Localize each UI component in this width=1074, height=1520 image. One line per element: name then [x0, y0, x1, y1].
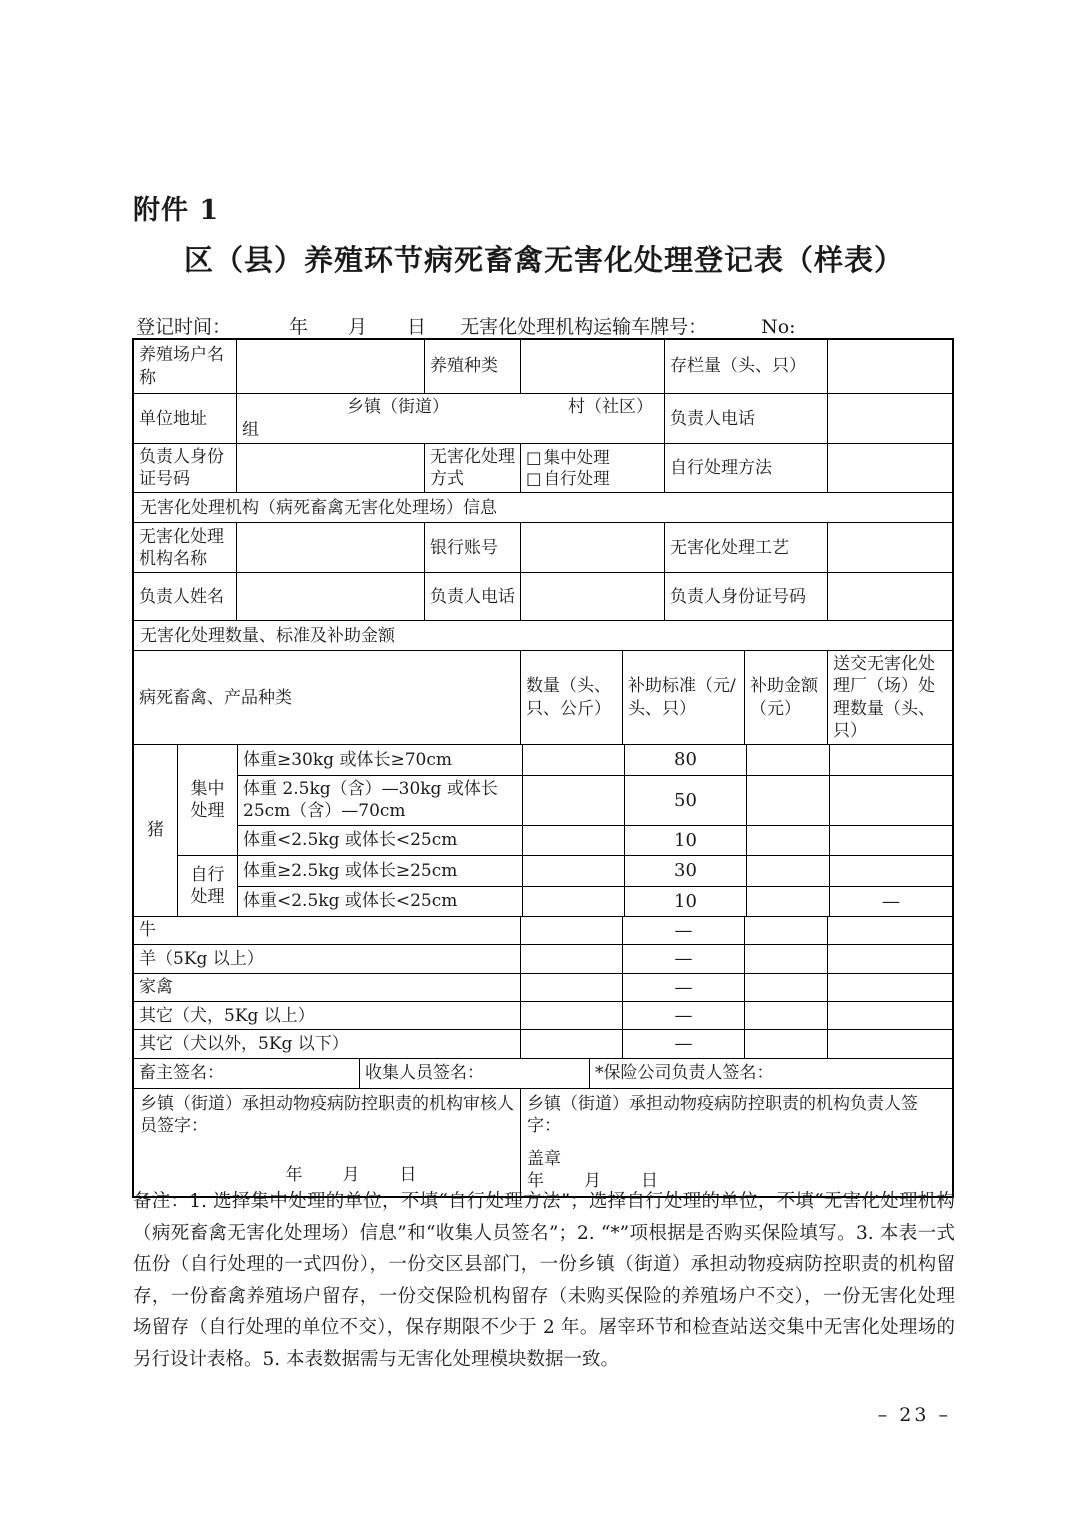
meta-line — [136, 312, 954, 339]
address-label: 单位地址 — [139, 408, 207, 429]
standard-cell: — — [622, 917, 744, 944]
weight-desc: 体重≥2.5kg 或体长≥25cm — [243, 860, 458, 881]
col-delivered: 送交无害化处理厂（场）处理数量（头、只） — [827, 651, 952, 743]
option-centralized-label: 集中处理 — [543, 447, 610, 467]
owner-signature-label: 畜主签名： — [139, 1063, 224, 1084]
section-org-info: 无害化处理机构（病死畜禽无害化处理场）信息 — [134, 492, 952, 522]
page-title: 区（县）养殖环节病死畜禽无害化处理登记表（样表） — [183, 243, 904, 277]
quantity-cell — [522, 856, 624, 886]
stock-quantity-value — [827, 340, 952, 393]
org-leader-phone-value — [520, 573, 664, 620]
delivered-cell: — — [829, 887, 952, 916]
processing-method-options — [520, 444, 664, 492]
animal-label: 其它（犬以外，5Kg 以下） — [139, 1033, 349, 1054]
weight-desc: 体重 2.5kg（含）—30kg 或体长 25cm（含）—70cm — [243, 779, 498, 822]
village-label: 村（社区） — [568, 397, 653, 417]
stock-quantity-label: 存栏量（头、只） — [664, 340, 827, 393]
option-self-label: 自行处理 — [543, 469, 610, 489]
insurance-signature-label: *保险公司负责人签名： — [589, 1059, 952, 1088]
amount-cell — [746, 887, 829, 916]
group-label: 组 — [242, 420, 259, 441]
checkbox-icon: □ — [526, 469, 542, 489]
bank-account-label: 银行账号 — [424, 523, 520, 572]
leader-phone-label: 负责人电话 — [664, 394, 827, 443]
amount-cell — [744, 974, 827, 1001]
quantity-cell — [520, 945, 622, 972]
owner-id-value — [236, 444, 424, 492]
registration-table — [132, 338, 954, 1198]
amount-cell — [746, 745, 829, 775]
org-leader-name-label: 负责人姓名 — [139, 586, 224, 607]
table-row-org-leader — [134, 572, 952, 620]
year-label: 年 — [289, 316, 309, 338]
quantity-cell — [522, 887, 624, 916]
delivered-cell — [827, 917, 952, 944]
table-row-address — [134, 393, 952, 443]
quantity-cell — [522, 776, 624, 825]
bank-account-value — [520, 523, 664, 572]
self-label: 自行处理 — [190, 864, 225, 907]
attachment-label: 附件 1 — [133, 195, 220, 226]
quantity-cell — [522, 745, 624, 775]
form-no-label: No: — [761, 316, 796, 338]
register-time-label: 登记时间： — [136, 316, 232, 338]
vehicle-plate-label: 无害化处理机构运输车牌号： — [460, 316, 708, 338]
standard-cell: — — [622, 1030, 744, 1057]
org-leader-id-value — [827, 573, 952, 620]
delivered-cell — [829, 776, 952, 825]
table-header-row — [134, 650, 952, 743]
delivered-cell — [827, 945, 952, 972]
animal-pig-label: 猪 — [147, 820, 164, 841]
weight-desc: 体重<2.5kg 或体长<25cm — [243, 830, 458, 851]
breed-type-label: 养殖种类 — [424, 340, 520, 393]
pig-block — [134, 744, 952, 916]
col-standard: 补助标准（元/头、只） — [622, 651, 744, 743]
standard-cell: 80 — [624, 745, 746, 775]
amount-cell — [744, 1002, 827, 1029]
leader-signature-text: 乡镇（街道）承担动物疫病防控职责的机构负责人签字： — [527, 1093, 918, 1136]
leader-phone-value — [827, 394, 952, 443]
org-leader-phone-label: 负责人电话 — [424, 573, 520, 620]
delivered-cell — [829, 856, 952, 886]
quantity-cell — [520, 1030, 622, 1057]
day-label: 日 — [407, 316, 427, 338]
org-leader-name-value — [236, 573, 424, 620]
weight-desc: 体重≥30kg 或体长≥70cm — [243, 749, 452, 770]
month-label: 月 — [348, 316, 368, 338]
address-value — [236, 394, 664, 443]
table-row-other-small — [134, 1029, 952, 1057]
col-amount: 补助金额（元） — [744, 651, 827, 743]
seal-label: 盖章 — [527, 1148, 561, 1169]
table-row-other-dog — [134, 1001, 952, 1029]
footnotes: 备注：1. 选择集中处理的单位，不填“自行处理方法”；选择自行处理的单位，不填“无害化处理机构（病死畜禽无害化处理场）信息”和“收集人员签名”；2. “*”项根据是否购买保险填写。3. 本表一式伍份（自行处理的一式四份），一份交区县部门，一份乡镇（街道）承担动物疫病防控职责的机构留存，一份畜禽养殖场户留存，一份交保险机构留存（未购买保险的养殖场户不交），一份无害化处理场留存（自行处理的单位不交），保存期限不少于 2 年。屠宰环节和检查站送交集中无害化处理场的另行设计表格。5. 本表数据需与无害化处理模块数据一致。 — [133, 1191, 955, 1370]
collector-signature-label: 收集人员签名： — [359, 1059, 589, 1088]
col-category: 病死畜禽、产品种类 — [139, 687, 292, 708]
delivered-cell — [829, 745, 952, 775]
amount-cell — [744, 1030, 827, 1057]
breed-type-value — [520, 340, 664, 393]
leader-signature-block — [520, 1089, 952, 1196]
pig-self-group — [178, 855, 952, 916]
org-leader-id-label: 负责人身份证号码 — [664, 573, 827, 620]
standard-cell: 10 — [624, 826, 746, 855]
table-row-cattle — [134, 916, 952, 944]
animal-label: 羊（5Kg 以上） — [139, 948, 264, 969]
animal-label: 牛 — [139, 920, 156, 941]
table-row — [238, 886, 952, 916]
delivered-cell — [827, 974, 952, 1001]
quantity-cell — [520, 1002, 622, 1029]
craft-value — [827, 523, 952, 572]
self-method-label: 自行处理方法 — [664, 444, 827, 492]
standard-cell: 10 — [624, 887, 746, 916]
craft-label: 无害化处理工艺 — [664, 523, 827, 572]
table-row-sheep — [134, 944, 952, 972]
owner-id-label: 负责人身份证号码 — [139, 447, 224, 490]
checkbox-icon: □ — [526, 447, 542, 467]
leader-date: 年 月 日 — [527, 1170, 660, 1191]
weight-desc: 体重<2.5kg 或体长<25cm — [243, 891, 458, 912]
reviewer-signature-text: 乡镇（街道）承担动物疫病防控职责的机构审核人员签字： — [140, 1093, 514, 1136]
table-row-farm-name — [134, 340, 952, 393]
section-subsidy: 无害化处理数量、标准及补助金额 — [134, 620, 952, 650]
table-row-signature-blocks — [134, 1088, 952, 1196]
option-centralized — [526, 447, 659, 468]
col-quantity: 数量（头、只、公斤） — [520, 651, 622, 743]
standard-cell: — — [622, 945, 744, 972]
farm-name-label: 养殖场户名称 — [139, 345, 224, 388]
delivered-cell — [829, 826, 952, 855]
amount-cell — [744, 945, 827, 972]
standard-cell: 30 — [624, 856, 746, 886]
amount-cell — [746, 826, 829, 855]
table-row-poultry — [134, 973, 952, 1001]
reviewer-date: 年 月 日 — [285, 1164, 419, 1185]
quantity-cell — [522, 826, 624, 855]
processing-method-label: 无害化处理方式 — [424, 444, 520, 492]
delivered-cell — [827, 1030, 952, 1057]
table-row — [238, 775, 952, 825]
pig-centralized-group — [178, 745, 952, 855]
centralized-label: 集中处理 — [190, 778, 225, 821]
quantity-cell — [520, 917, 622, 944]
page-number: – 23 – — [877, 1404, 951, 1426]
animal-label: 家禽 — [139, 977, 173, 998]
standard-cell: 50 — [624, 776, 746, 825]
table-row-id-method — [134, 443, 952, 492]
option-self — [526, 468, 659, 489]
amount-cell — [746, 856, 829, 886]
org-name-value — [236, 523, 424, 572]
table-row — [238, 825, 952, 855]
standard-cell: — — [622, 974, 744, 1001]
farm-name-value — [236, 340, 424, 393]
self-method-value — [827, 444, 952, 492]
amount-cell — [744, 917, 827, 944]
reviewer-signature-block — [134, 1089, 520, 1196]
township-label: 乡镇（街道） — [347, 397, 449, 417]
animal-label: 其它（犬，5Kg 以上） — [139, 1005, 315, 1026]
delivered-cell — [827, 1002, 952, 1029]
quantity-cell — [520, 974, 622, 1001]
org-name-label: 无害化处理机构名称 — [139, 526, 224, 569]
table-row — [238, 745, 952, 775]
table-row — [238, 856, 952, 886]
amount-cell — [746, 776, 829, 825]
table-row-org — [134, 522, 952, 572]
standard-cell: — — [622, 1002, 744, 1029]
table-row-signatures — [134, 1058, 952, 1088]
